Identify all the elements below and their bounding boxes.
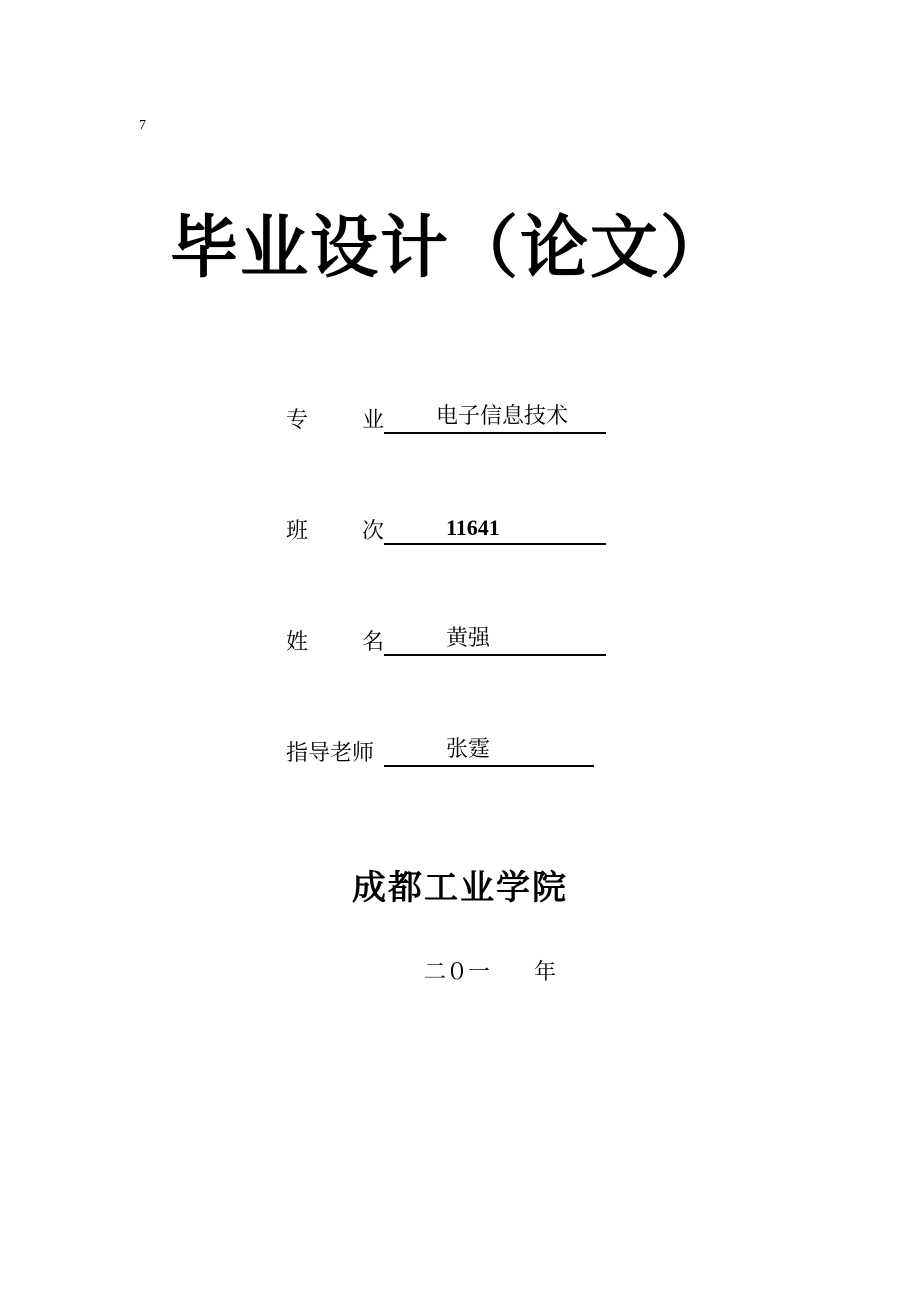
class-value: 11641 <box>446 515 500 540</box>
class-label <box>286 519 384 545</box>
major-field-row <box>286 400 606 434</box>
page-number: 7 <box>139 118 146 133</box>
year-line: 二０一 年 <box>424 960 557 985</box>
name-value: 黄强 <box>446 626 491 651</box>
class-value-field <box>384 517 606 545</box>
class-label-char-1: 班 <box>286 519 309 544</box>
advisor-field-row <box>286 733 594 767</box>
name-label-char-1: 姓 <box>286 630 309 655</box>
name-value-field <box>384 628 606 656</box>
class-field-row <box>286 511 606 545</box>
advisor-label: 指导老师 <box>286 741 375 766</box>
major-label <box>286 408 384 434</box>
advisor-value: 张霆 <box>446 737 491 762</box>
major-label-char-1: 专 <box>286 408 309 433</box>
class-label-char-2: 次 <box>361 519 384 544</box>
name-label <box>286 630 384 656</box>
name-label-char-2: 名 <box>361 630 384 655</box>
name-field-row <box>286 622 606 656</box>
advisor-value-field <box>384 739 594 767</box>
major-label-char-2: 业 <box>361 408 384 433</box>
school-name: 成都工业学院 <box>352 868 568 908</box>
major-value-field <box>384 406 606 434</box>
thesis-title: 毕业设计（论文） <box>169 209 730 288</box>
major-value: 电子信息技术 <box>436 404 569 429</box>
